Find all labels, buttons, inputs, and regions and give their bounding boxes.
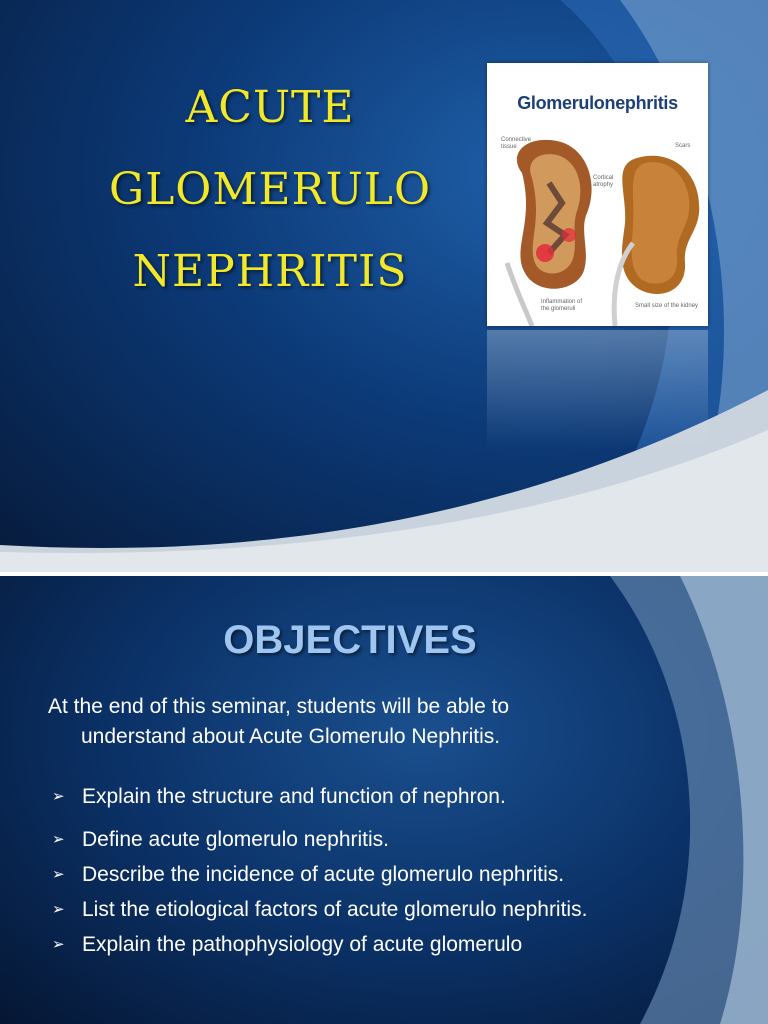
list-item [52,781,652,812]
intro-line-2: understand about Acute Glomerulo Nephritis. [81,725,501,748]
list-item [52,824,652,855]
kidney-illustration [487,63,708,326]
figure-label-inflammation: Inflammation of the glomeruli [541,299,583,312]
list-item-text: Describe the incidence of acute glomerulo nephritis. [82,863,565,886]
objectives-slide [0,576,768,1024]
list-item-text: Explain the pathophysiology of acute glomerulo [82,933,523,956]
list-item-text: Define acute glomerulo nephritis. [82,828,390,851]
title-line-3: NEPHRITIS [132,246,408,297]
arrow-bullet-icon: ➢ [52,936,65,953]
list-item-text: Explain the structure and function of nephron. [82,785,506,808]
arrow-bullet-icon: ➢ [52,831,65,848]
intro-line-1: At the end of this seminar, students will be able to [48,695,510,718]
list-item [52,894,612,925]
arrow-bullet-icon: ➢ [52,866,65,883]
kidney-figure [487,63,708,326]
list-item [52,929,672,960]
title-line-1: ACUTE [185,82,355,133]
arrow-bullet-icon: ➢ [52,788,65,805]
figure-title: Glomerulonephritis [517,93,678,113]
objectives-title: OBJECTIVES [223,618,477,662]
objectives-list [52,781,652,960]
figure-label-connective: Connective tissue [501,137,532,150]
figure-reflection [487,330,708,450]
intro-text [48,692,648,752]
figure-label-small-size: Small size of the kidney [635,303,699,309]
figure-label-scars: Scars [675,143,691,149]
arrow-bullet-icon: ➢ [52,901,65,918]
figure-label-cortical: Cortical atrophy [593,175,614,188]
list-item [52,859,572,890]
list-item-text: List the etiological factors of acute glomerulo nephritis. [82,898,588,921]
title-line-2: GLOMERULO [108,164,432,215]
